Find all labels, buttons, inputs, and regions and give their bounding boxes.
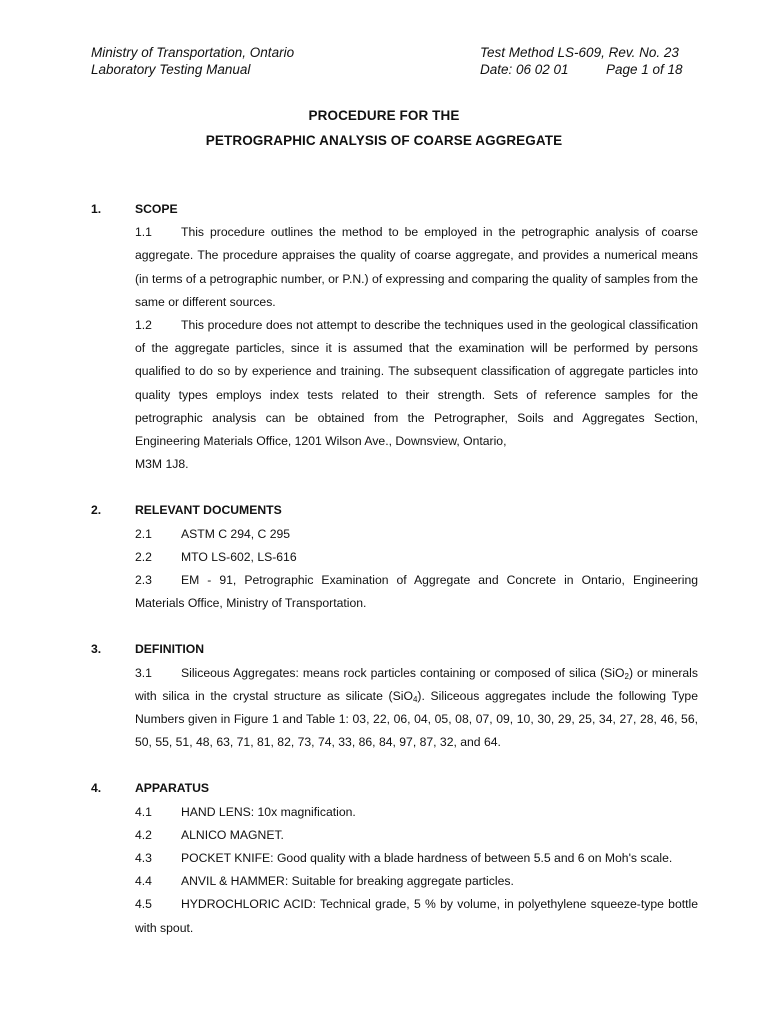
postal-code: M3M 1J8.: [135, 457, 189, 472]
section-number: 1.: [91, 202, 102, 216]
section-number: 3.: [91, 642, 102, 657]
list-item: [135, 824, 698, 847]
section-title: DEFINITION: [135, 642, 205, 657]
item-text: MTO LS-602, LS-616: [181, 549, 297, 564]
header-manual: Laboratory Testing Manual: [91, 62, 251, 77]
item-number: 4.3: [135, 851, 152, 866]
list-item: [135, 569, 698, 615]
header-org: Ministry of Transportation, Ontario: [91, 45, 295, 60]
list-item: [135, 801, 698, 824]
paragraph-text: ) or minerals with silica in the crystal structure as silicate (SiO: [135, 665, 698, 703]
section-title: APPARATUS: [135, 781, 210, 796]
header-left: [91, 44, 294, 78]
section-relevant-documents: [91, 499, 698, 615]
item-text: HYDROCHLORIC ACID: Technical grade, 5 % by volume, in polyethylene squeeze-type bottle with spout.: [135, 897, 698, 935]
item-text: ANVIL & HAMMER: Suitable for breaking aggregate particles.: [181, 874, 514, 889]
list-item: [135, 523, 698, 546]
section-definition: [91, 638, 698, 754]
item-text: ASTM C 294, C 295: [181, 526, 291, 541]
paragraph-number: 1.1: [135, 225, 152, 240]
section-title: RELEVANT DOCUMENTS: [135, 503, 282, 518]
list-item: [135, 870, 698, 893]
item-number: 4.5: [135, 897, 152, 912]
item-text: HAND LENS: 10x magnification.: [181, 804, 356, 819]
header-page: Page 1 of 18: [606, 62, 683, 77]
header-right: [480, 44, 683, 78]
section-heading: [91, 777, 698, 800]
paragraph-text: This procedure outlines the method to be employed in the petrographic analysis of coarse aggregate. The procedure appraises the quality of coarse aggregate, and provides a numerical means (in terms of a petrographic number, or P.N.) of expressing and comparing the quality of samples from the same or different sources.: [135, 225, 698, 309]
item-number: 4.2: [135, 827, 152, 842]
paragraph-3-1: [135, 662, 698, 755]
header-method: Test Method LS-609, Rev. No. 23: [480, 45, 679, 60]
paragraph-1-2: [135, 314, 698, 453]
item-number: 4.1: [135, 804, 152, 819]
paragraph-text: ). Siliceous aggregates include the following Type Numbers given in Figure 1 and Table 1: 03, 22, 06, 04, 05, 08, 07, 09, 10, 30, 29, 25, 34, 27, 28, 46, 56, 50, 55, 51, 48, 63, 71, 81, 82, 73, 74, 33, 86, 84, 97, 87, 32, and 64.: [135, 688, 698, 750]
section-heading: [91, 198, 698, 221]
section-apparatus: [91, 777, 698, 939]
subscript: 2: [624, 671, 629, 681]
item-number: 4.4: [135, 874, 152, 889]
section-heading: [91, 499, 698, 522]
list-item: [135, 847, 698, 870]
paragraph-1-1: [135, 221, 698, 314]
section-number: 4.: [91, 781, 102, 796]
subscript: 4: [412, 694, 418, 704]
section-heading: [91, 638, 698, 661]
header-date: Date: 06 02 01: [480, 62, 569, 77]
title-line1: PROCEDURE FOR THE: [308, 108, 460, 123]
section-scope: [91, 198, 698, 476]
paragraph-text: This procedure does not attempt to describe the techniques used in the geological classification of the aggregate particles, since it is assumed that the examination will be performed by persons qualified to do so by experience and training. The subsequent classification of aggregate particles into quality types employs index tests related to their strength. Sets of reference samples for the petrographic analysis can be obtained from the Petrographer, Soils and Aggregates Section, Engineering Materials Office, 1201 Wilson Ave., Downsview, Ontario,: [135, 318, 698, 449]
item-number: 2.2: [135, 549, 152, 564]
list-item: [135, 546, 698, 569]
item-text: EM - 91, Petrographic Examination of Aggregate and Concrete in Ontario, Engineering Materials Office, Ministry of Transportation.: [135, 573, 698, 611]
document-body: [91, 198, 698, 940]
section-title: SCOPE: [135, 202, 178, 216]
item-text: ALNICO MAGNET.: [181, 827, 284, 842]
paragraph-number: 1.2: [135, 318, 152, 333]
item-number: 2.1: [135, 526, 152, 541]
item-number: 2.3: [135, 573, 152, 588]
list-item: [135, 893, 698, 939]
item-text: POCKET KNIFE: Good quality with a blade hardness of between 5.5 and 6 on Moh's scale.: [181, 851, 673, 866]
title-line2: PETROGRAPHIC ANALYSIS OF COARSE AGGREGATE: [205, 133, 563, 148]
section-number: 2.: [91, 503, 102, 518]
paragraph-number: 3.1: [135, 665, 152, 680]
paragraph-text: Siliceous Aggregates: means rock particles containing or composed of silica (SiO: [181, 665, 625, 680]
